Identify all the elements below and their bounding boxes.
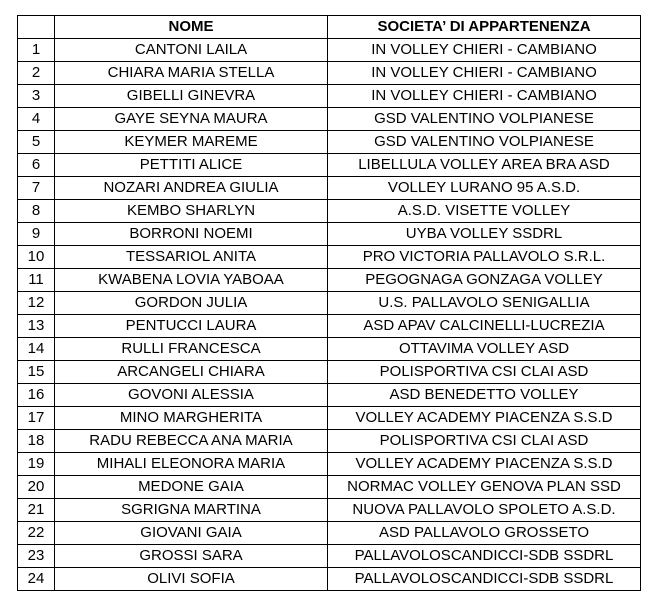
player-society: PALLAVOLOSCANDICCI-SDB SSDRL [328,545,641,568]
player-society: PRO VICTORIA PALLAVOLO S.R.L. [328,246,641,269]
player-society: VOLLEY ACADEMY PIACENZA S.S.D [328,453,641,476]
table-row [18,384,641,407]
player-society: IN VOLLEY CHIERI - CAMBIANO [328,39,641,62]
player-society: ASD PALLAVOLO GROSSETO [328,522,641,545]
table-row [18,223,641,246]
player-name: GIBELLI GINEVRA [55,85,328,108]
player-name: PENTUCCI LAURA [55,315,328,338]
player-society: ASD BENEDETTO VOLLEY [328,384,641,407]
header-name: NOME [55,16,328,39]
player-society: GSD VALENTINO VOLPIANESE [328,131,641,154]
row-number: 11 [18,269,55,292]
player-name: RADU REBECCA ANA MARIA [55,430,328,453]
row-number: 8 [18,200,55,223]
table-row [18,108,641,131]
row-number: 18 [18,430,55,453]
row-number: 5 [18,131,55,154]
table-row [18,545,641,568]
table-row [18,315,641,338]
player-name: ARCANGELI CHIARA [55,361,328,384]
player-name: OLIVI SOFIA [55,568,328,591]
row-number: 2 [18,62,55,85]
row-number: 22 [18,522,55,545]
row-number: 19 [18,453,55,476]
player-society: VOLLEY ACADEMY PIACENZA S.S.D [328,407,641,430]
player-society: IN VOLLEY CHIERI - CAMBIANO [328,85,641,108]
row-number: 13 [18,315,55,338]
header-row [18,16,641,39]
row-number: 7 [18,177,55,200]
table-row [18,269,641,292]
row-number: 3 [18,85,55,108]
player-society: GSD VALENTINO VOLPIANESE [328,108,641,131]
row-number: 9 [18,223,55,246]
player-name: TESSARIOL ANITA [55,246,328,269]
table-row [18,177,641,200]
player-name: CANTONI LAILA [55,39,328,62]
player-society: VOLLEY LURANO 95 A.S.D. [328,177,641,200]
row-number: 24 [18,568,55,591]
player-society: OTTAVIMA VOLLEY ASD [328,338,641,361]
player-society: POLISPORTIVA CSI CLAI ASD [328,361,641,384]
row-number: 4 [18,108,55,131]
table-row [18,568,641,591]
player-society: PEGOGNAGA GONZAGA VOLLEY [328,269,641,292]
player-name: MINO MARGHERITA [55,407,328,430]
row-number: 21 [18,499,55,522]
table-row [18,85,641,108]
table-row [18,476,641,499]
player-society: U.S. PALLAVOLO SENIGALLIA [328,292,641,315]
player-society: IN VOLLEY CHIERI - CAMBIANO [328,62,641,85]
player-name: KEYMER MAREME [55,131,328,154]
player-name: RULLI FRANCESCA [55,338,328,361]
player-society: NUOVA PALLAVOLO SPOLETO A.S.D. [328,499,641,522]
player-name: KEMBO SHARLYN [55,200,328,223]
row-number: 10 [18,246,55,269]
player-name: GROSSI SARA [55,545,328,568]
player-society: NORMAC VOLLEY GENOVA PLAN SSD [328,476,641,499]
player-name: BORRONI NOEMI [55,223,328,246]
row-number: 12 [18,292,55,315]
table-row [18,338,641,361]
table-row [18,453,641,476]
row-number: 1 [18,39,55,62]
player-name: NOZARI ANDREA GIULIA [55,177,328,200]
table-row [18,292,641,315]
row-number: 6 [18,154,55,177]
table-row [18,39,641,62]
player-society: POLISPORTIVA CSI CLAI ASD [328,430,641,453]
player-name: GOVONI ALESSIA [55,384,328,407]
table-row [18,407,641,430]
row-number: 16 [18,384,55,407]
player-society: PALLAVOLOSCANDICCI-SDB SSDRL [328,568,641,591]
table-row [18,246,641,269]
player-name: CHIARA MARIA STELLA [55,62,328,85]
player-name: MIHALI ELEONORA MARIA [55,453,328,476]
row-number: 15 [18,361,55,384]
player-name: SGRIGNA MARTINA [55,499,328,522]
player-name: MEDONE GAIA [55,476,328,499]
row-number: 20 [18,476,55,499]
table-row [18,499,641,522]
row-number: 14 [18,338,55,361]
player-name: GORDON JULIA [55,292,328,315]
table-row [18,200,641,223]
player-name: PETTITI ALICE [55,154,328,177]
header-society: SOCIETA’ DI APPARTENENZA [328,16,641,39]
players-table-container [17,15,641,591]
table-row [18,522,641,545]
player-name: GAYE SEYNA MAURA [55,108,328,131]
table-row [18,131,641,154]
table-row [18,62,641,85]
player-society: A.S.D. VISETTE VOLLEY [328,200,641,223]
header-number [18,16,55,39]
player-name: KWABENA LOVIA YABOAA [55,269,328,292]
table-row [18,430,641,453]
row-number: 23 [18,545,55,568]
table-body [18,39,641,591]
player-society: LIBELLULA VOLLEY AREA BRA ASD [328,154,641,177]
player-name: GIOVANI GAIA [55,522,328,545]
player-society: ASD APAV CALCINELLI-LUCREZIA [328,315,641,338]
table-row [18,154,641,177]
table-row [18,361,641,384]
player-society: UYBA VOLLEY SSDRL [328,223,641,246]
row-number: 17 [18,407,55,430]
players-table [17,15,641,591]
